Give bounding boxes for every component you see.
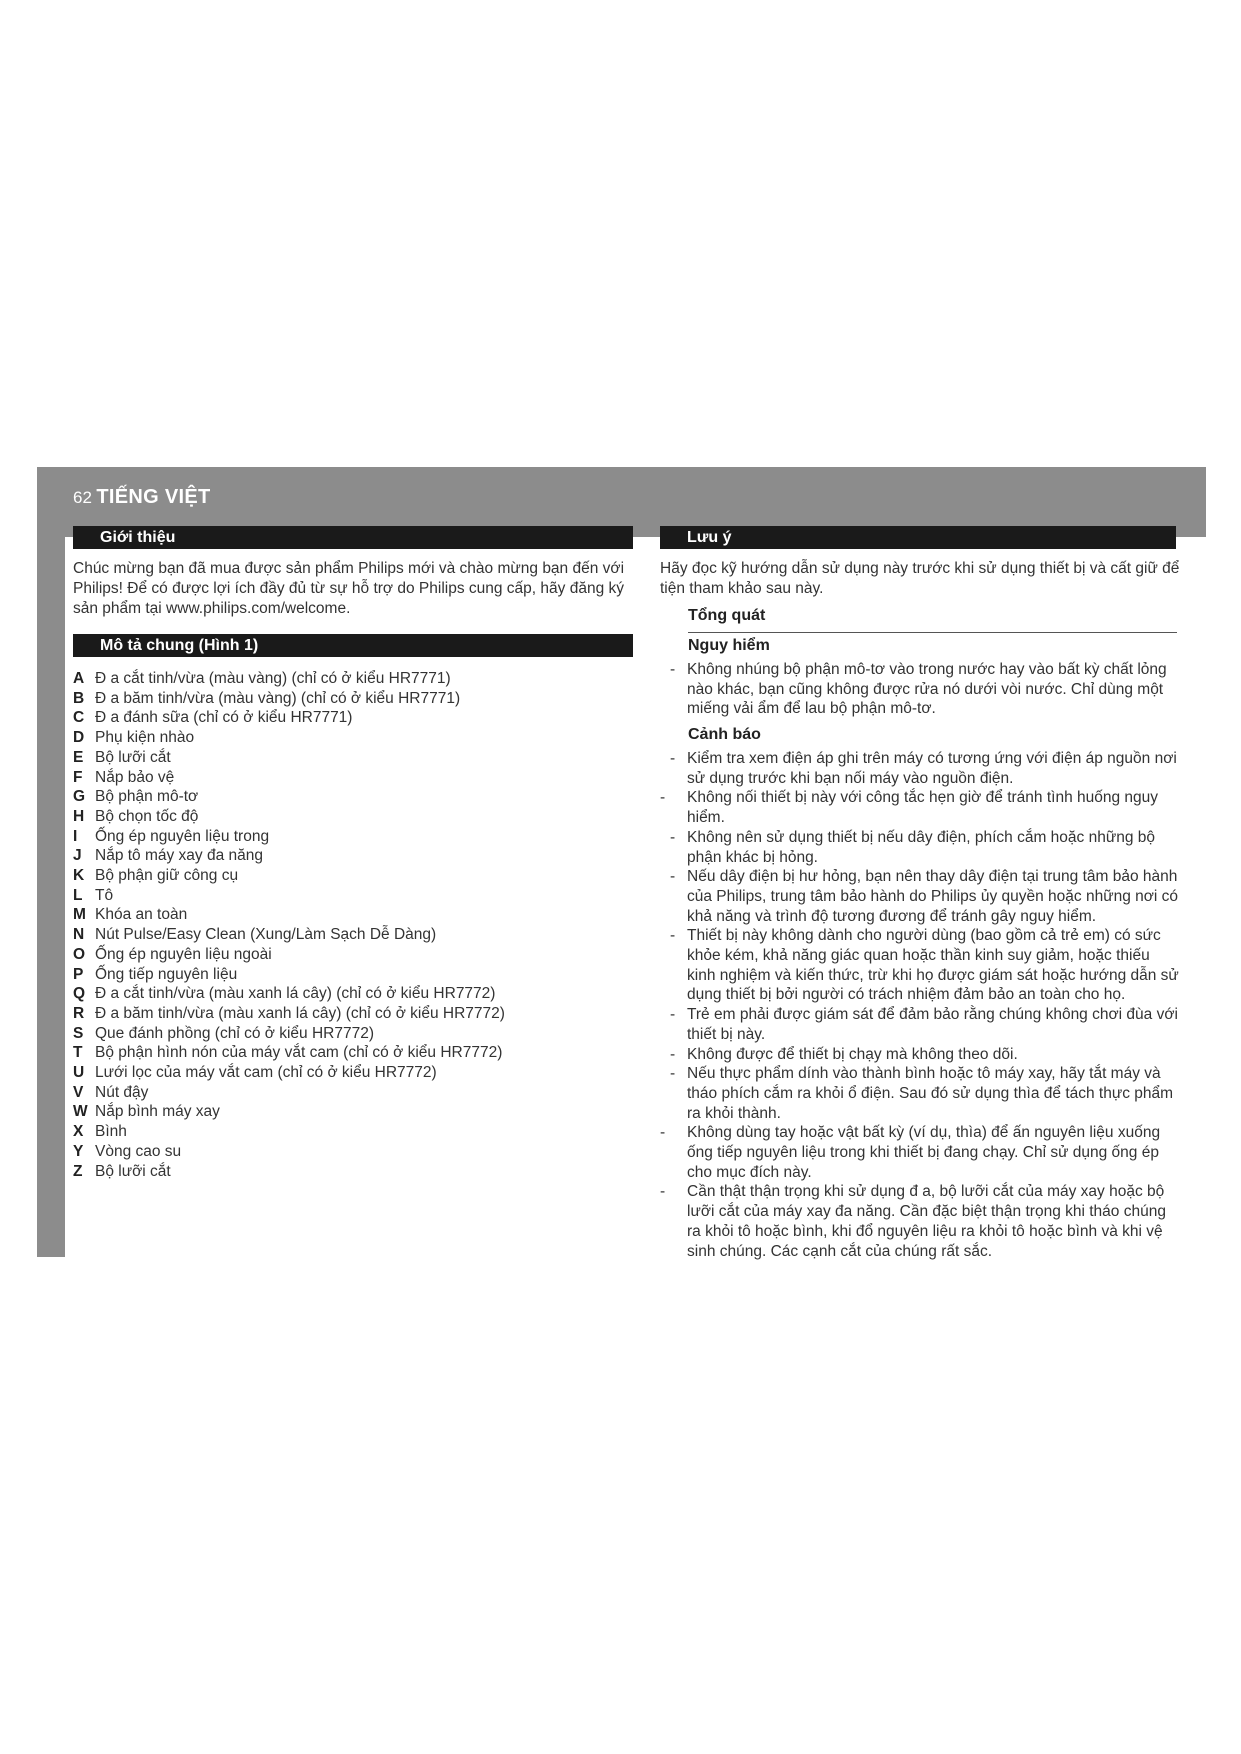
intro-heading: Giới thiệu (73, 526, 633, 549)
part-text: Ống ép nguyên liệu ngoài (95, 945, 272, 963)
part-letter: J (73, 847, 82, 865)
warning-list (660, 749, 1180, 1261)
warning-item (660, 1064, 1180, 1123)
bullet-dash: - (660, 1183, 666, 1201)
part-item (73, 905, 633, 925)
part-item (73, 1043, 633, 1063)
part-letter: X (73, 1123, 84, 1141)
part-letter: A (73, 670, 85, 687)
part-text: Đ a băm tinh/vừa (màu xanh lá cây) (chỉ có ở kiểu HR7772) (95, 1004, 505, 1022)
note-text: Hãy đọc kỹ hướng dẫn sử dụng này trước khi sử dụng thiết bị và cất giữ để tiện tham khảo sau này. (660, 560, 1180, 597)
part-letter: V (73, 1083, 84, 1101)
part-text: Đ a đánh sữa (chỉ có ở kiểu HR7771) (95, 709, 353, 727)
part-letter: Z (73, 1162, 83, 1180)
item-text: Nếu thực phẩm dính vào thành bình hoặc tô máy xay, hãy tắt máy và tháo phích cắm ra khỏi ổ điện. Sau đó sử dụng thìa để tách thực phẩm ra khỏi thành. (687, 1065, 1174, 1122)
part-letter: O (73, 945, 86, 963)
part-item (73, 1083, 633, 1103)
page-header (73, 486, 211, 509)
part-text: Que đánh phồng (chỉ có ở kiểu HR7772) (95, 1024, 374, 1042)
warning-item (660, 867, 1180, 926)
part-text: Nút đậy (95, 1083, 149, 1101)
bullet-dash: - (670, 1045, 676, 1063)
warning-item (660, 1005, 1180, 1044)
part-text: Bộ lưỡi cắt (95, 1162, 171, 1180)
part-item (73, 984, 633, 1004)
part-text: Lưới lọc của máy vắt cam (chỉ có ở kiểu HR7772) (95, 1064, 437, 1082)
danger-item (660, 660, 1180, 719)
warning-item (660, 1045, 1180, 1065)
bullet-dash: - (660, 1124, 666, 1142)
bullet-dash: - (670, 828, 676, 846)
part-text: Đ a cắt tinh/vừa (màu vàng) (chỉ có ở kiểu HR7771) (95, 670, 451, 687)
part-letter: W (73, 1103, 88, 1121)
item-text: Không nối thiết bị này với công tắc hẹn giờ để tránh tình huống nguy hiểm. (687, 789, 1159, 827)
part-item (73, 925, 633, 945)
warning-item (660, 926, 1180, 1005)
part-item (73, 1004, 633, 1024)
part-text: Nút Pulse/Easy Clean (Xung/Làm Sạch Dễ Dàng) (95, 926, 437, 944)
item-text: Không dùng tay hoặc vật bất kỳ (ví dụ, thìa) để ấn nguyên liệu xuống ống tiếp nguyên liệu trong khi thiết bị đang chạy. Chỉ sử dụng ống ép cho mục đích này. (687, 1124, 1161, 1181)
bullet-dash: - (670, 1006, 676, 1024)
warning-item (660, 1182, 1180, 1261)
part-text: Bộ phận hình nón của máy vắt cam (chỉ có ở kiểu HR7772) (95, 1044, 503, 1062)
warning-item (660, 1123, 1180, 1182)
part-item (73, 1162, 633, 1182)
part-item (73, 807, 633, 827)
part-text: Phụ kiện nhào (95, 729, 195, 747)
danger-list (660, 660, 1180, 719)
part-letter: L (73, 886, 83, 904)
part-text: Bộ phận mô-tơ (95, 788, 199, 806)
bullet-dash: - (660, 789, 666, 807)
part-item (73, 768, 633, 788)
part-item (73, 1122, 633, 1142)
part-text: Bộ phận giữ công cụ (95, 867, 239, 885)
part-letter: D (73, 729, 85, 747)
part-letter: C (73, 709, 85, 727)
language-title: TIẾNG VIỆT (96, 486, 211, 508)
part-item (73, 669, 633, 689)
part-letter: F (73, 768, 83, 786)
intro-text: Chúc mừng bạn đã mua được sản phẩm Philips mới và chào mừng bạn đến với Philips! Để có được lợi ích đầy đủ từ sự hỗ trợ do Philips cung cấp, hãy đăng ký sản phẩm tại www.philips.com/welcome. (73, 560, 625, 617)
part-text: Vòng cao su (95, 1142, 182, 1160)
part-letter: U (73, 1064, 85, 1082)
item-text: Thiết bị này không dành cho người dùng (bao gồm cả trẻ em) có sức khỏe kém, khả năng giác quan hoặc thần kinh suy giảm, hoặc thiếu kinh nghiệm và kiến thức, trừ khi họ được giám sát hoặc hướng dẫn sử dụng thiết bị bởi người có trách nhiệm đảm bảo an toàn cho họ. (687, 927, 1179, 1004)
part-item (73, 728, 633, 748)
bullet-dash: - (670, 868, 676, 886)
item-text: Kiểm tra xem điện áp ghi trên máy có tương ứng với điện áp nguồn nơi sử dụng trước khi bạn nối máy vào nguồn điện. (687, 750, 1177, 787)
section-divider (688, 632, 1177, 633)
part-text: Ống tiếp nguyên liệu (95, 965, 238, 983)
part-text: Nắp bình máy xay (95, 1103, 220, 1121)
part-item (73, 1024, 633, 1044)
part-item (73, 866, 633, 886)
warning-item (660, 749, 1180, 788)
part-item (73, 689, 633, 709)
item-text: Nếu dây điện bị hư hỏng, bạn nên thay dây điện tại trung tâm bảo hành của Philips, trung tâm bảo hành do Philips ủy quyền hoặc những nơi có khả năng và trình độ tương đương để tránh gây nguy hiểm. (687, 868, 1179, 925)
part-item (73, 1063, 633, 1083)
note-heading: Lưu ý (660, 526, 1176, 549)
part-letter: I (73, 827, 78, 845)
warning-heading: Cảnh báo (688, 726, 761, 743)
item-text: Cần thật thận trọng khi sử dụng đ a, bộ lưỡi cắt của máy xay hoặc bộ lưỡi cắt của máy xay đa năng. Cần đặc biệt thận trọng khi tháo chúng ra khỏi tô hoặc bình, khi đổ nguyên liệu ra khỏi tô hoặc bình và khi vệ sinh chúng. Các cạnh cắt của chúng rất sắc. (687, 1183, 1166, 1260)
part-letter: R (73, 1004, 85, 1022)
part-letter: N (73, 926, 85, 944)
part-letter: M (73, 906, 86, 924)
part-letter: S (73, 1024, 84, 1042)
part-text: Đ a băm tinh/vừa (màu vàng) (chỉ có ở kiểu HR7771) (95, 689, 461, 707)
part-item (73, 965, 633, 985)
part-item (73, 846, 633, 866)
general-heading: Tổng quát (688, 607, 766, 624)
side-band (37, 537, 65, 1257)
part-letter: E (73, 748, 84, 766)
part-item (73, 748, 633, 768)
item-text: Không nên sử dụng thiết bị nếu dây điện, phích cắm hoặc những bộ phận khác bị hỏng. (687, 828, 1156, 866)
description-heading: Mô tả chung (Hình 1) (73, 634, 633, 657)
bullet-dash: - (670, 661, 676, 678)
part-text: Nắp tô máy xay đa năng (95, 847, 264, 865)
bullet-dash: - (670, 927, 676, 945)
part-text: Bộ lưỡi cắt (95, 748, 171, 766)
part-item (73, 945, 633, 965)
bullet-dash: - (670, 1065, 676, 1083)
part-letter: H (73, 807, 85, 825)
item-text: Trẻ em phải được giám sát để đảm bảo rằng chúng không chơi đùa với thiết bị này. (687, 1006, 1178, 1043)
warning-item (660, 788, 1180, 827)
part-text: Ống ép nguyên liệu trong (95, 827, 270, 845)
part-letter: Y (73, 1142, 84, 1160)
parts-list (73, 669, 633, 1181)
part-item (73, 1102, 633, 1122)
item-text: Không nhúng bộ phận mô-tơ vào trong nước hay vào bất kỳ chất lỏng nào khác, bạn cũng không được rửa nó dưới vòi nước. Chỉ dùng một miếng vải ẩm để lau bộ phận mô-tơ. (687, 661, 1167, 718)
part-text: Tô (95, 886, 114, 904)
part-letter: B (73, 689, 85, 707)
warning-item (660, 828, 1180, 867)
part-text: Nắp bảo vệ (95, 768, 175, 786)
part-item (73, 787, 633, 807)
part-text: Đ a cắt tinh/vừa (màu xanh lá cây) (chỉ có ở kiểu HR7772) (95, 985, 496, 1003)
part-item (73, 1142, 633, 1162)
danger-heading: Nguy hiểm (688, 637, 770, 654)
part-letter: G (73, 788, 86, 806)
item-text: Không được để thiết bị chạy mà không theo dõi. (687, 1045, 1018, 1063)
part-text: Bình (95, 1123, 127, 1141)
part-letter: T (73, 1044, 83, 1062)
part-letter: Q (73, 985, 86, 1003)
part-letter: K (73, 867, 85, 885)
part-item (73, 827, 633, 847)
part-text: Khóa an toàn (95, 906, 188, 924)
part-item (73, 708, 633, 728)
part-letter: P (73, 965, 84, 983)
part-text: Bộ chọn tốc độ (95, 807, 199, 825)
page-number: 62 (73, 488, 92, 507)
part-item (73, 886, 633, 906)
bullet-dash: - (670, 750, 676, 767)
